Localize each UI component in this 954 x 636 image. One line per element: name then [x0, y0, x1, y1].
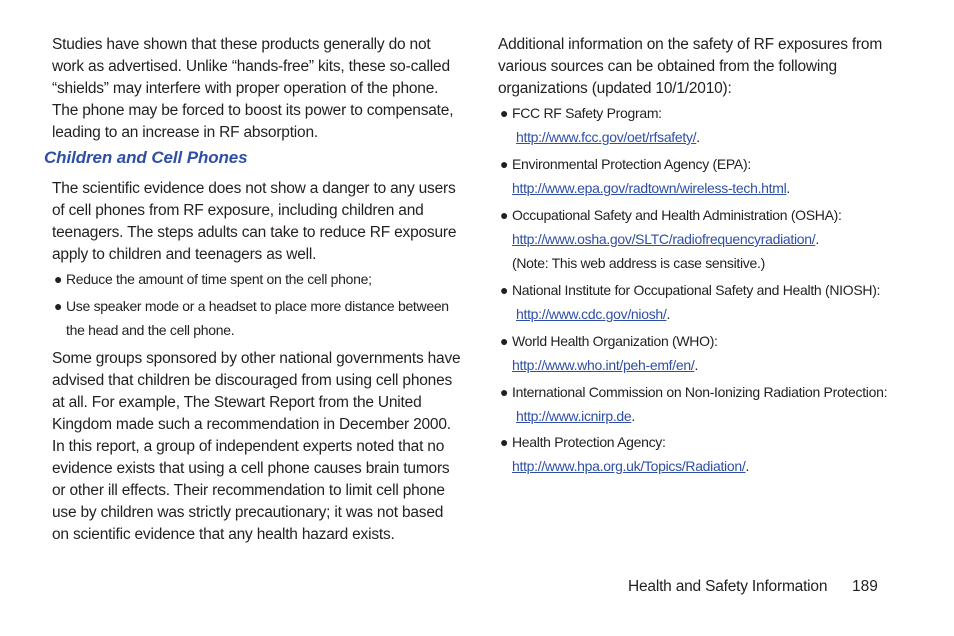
bullet-text: Reduce the amount of time spent on the cell phone; [66, 271, 372, 287]
left-para-2 [52, 178, 462, 266]
text-line: The phone may be forced to boost its power to compensate, [52, 102, 454, 119]
text-line: work as advertised. Unlike “hands-free” kits, these so-called [52, 58, 450, 75]
bullet-icon: ● [500, 434, 509, 450]
resource-label: World Health Organization (WHO): [512, 333, 718, 349]
text-line: “shields” may interfere with proper operation of the phone. [52, 80, 439, 97]
bullet-icon: ● [500, 282, 509, 298]
text-line: various sources can be obtained from the following [498, 58, 837, 75]
bullet-icon: ● [54, 298, 63, 314]
text-line: Additional information on the safety of RF exposures from [498, 36, 883, 53]
text-line: of cell phones from RF exposure, including children and [52, 202, 424, 219]
text-line: apply to children and teenagers as well. [52, 246, 317, 263]
text-line: on scientific evidence that any health hazard exists. [52, 526, 395, 543]
text-line: leading to an increase in RF absorption. [52, 124, 318, 141]
text-line: advised that children be discouraged from using cell phones [52, 372, 453, 389]
page-number: 189 [852, 578, 878, 595]
section-heading: Children and Cell Phones [44, 148, 248, 167]
resource-item-fcc: ● FCC RF Safety Program: http://www.fcc.gov/oet/rfsafety/. [512, 101, 932, 149]
text-line: The scientific evidence does not show a danger to any users [52, 180, 456, 197]
resource-label: Occupational Safety and Health Administration (OSHA): [512, 207, 842, 223]
resource-item-icnirp: ● International Commission on Non-Ionizing Radiation Protection: http://www.icnirp.de. [512, 380, 932, 428]
bullet-text: Use speaker mode or a headset to place more distance between [66, 298, 449, 314]
epa-link[interactable]: http://www.epa.gov/radtown/wireless-tech.html [512, 180, 787, 196]
bullet-icon: ● [54, 271, 63, 287]
who-link[interactable]: http://www.who.int/peh-emf/en/ [512, 357, 695, 373]
text-line: Some groups sponsored by other national governments have [52, 350, 461, 367]
text-line: use by children was strictly precautionary; it was not based [52, 504, 444, 521]
resource-label: FCC RF Safety Program: [512, 105, 662, 121]
text-line: In this report, a group of independent experts noted that no [52, 438, 445, 455]
bullet-icon: ● [500, 156, 509, 172]
text-line: evidence exists that using a cell phone causes brain tumors [52, 460, 450, 477]
resource-item-hpa: ● Health Protection Agency: http://www.hpa.org.uk/Topics/Radiation/. [512, 430, 932, 478]
resource-item-epa: ● Environmental Protection Agency (EPA): http://www.epa.gov/radtown/wireless-tech.html. [512, 152, 932, 200]
resource-label: International Commission on Non-Ionizing Radiation Protection: [512, 384, 888, 400]
left-para-1 [52, 34, 462, 144]
resource-item-who: ● World Health Organization (WHO): http://www.who.int/peh-emf/en/. [512, 329, 932, 377]
text-line: at all. For example, The Stewart Report from the United [52, 394, 422, 411]
resource-label: National Institute for Occupational Safety and Health (NIOSH): [512, 282, 881, 298]
fcc-link[interactable]: http://www.fcc.gov/oet/rfsafety/ [516, 129, 697, 145]
right-intro [498, 34, 918, 100]
bullet-item [54, 294, 466, 342]
text-line: organizations (updated 10/1/2010): [498, 80, 732, 97]
text-line: Studies have shown that these products generally do not [52, 36, 431, 53]
resource-item-niosh: ● National Institute for Occupational Safety and Health (NIOSH): http://www.cdc.gov/niosh/. [512, 278, 932, 326]
bullet-icon: ● [500, 105, 509, 121]
bullet-icon: ● [500, 333, 509, 349]
bullet-icon: ● [500, 384, 509, 400]
hpa-link[interactable]: http://www.hpa.org.uk/Topics/Radiation/ [512, 458, 746, 474]
bullet-item [54, 267, 466, 291]
left-para-3 [52, 348, 462, 546]
text-line: Kingdom made such a recommendation in December 2000. [52, 416, 451, 433]
bullet-text: the head and the cell phone. [66, 322, 235, 338]
osha-note: (Note: This web address is case sensitive.) [512, 255, 765, 271]
text-line: or other ill effects. Their recommendation to limit cell phone [52, 482, 445, 499]
text-line: teenagers. The steps adults can take to reduce RF exposure [52, 224, 457, 241]
resource-item-osha: ● Occupational Safety and Health Administration (OSHA): http://www.osha.gov/SLTC/radiofrequencyradiation/. (Note: This web address is case sensitive.) [512, 203, 932, 275]
osha-link[interactable]: http://www.osha.gov/SLTC/radiofrequencyradiation/ [512, 231, 816, 247]
icnirp-link[interactable]: http://www.icnirp.de [516, 408, 632, 424]
resource-label: Health Protection Agency: [512, 434, 666, 450]
footer-section-title: Health and Safety Information [628, 578, 828, 595]
niosh-link[interactable]: http://www.cdc.gov/niosh/ [516, 306, 667, 322]
resource-label: Environmental Protection Agency (EPA): [512, 156, 751, 172]
bullet-icon: ● [500, 207, 509, 223]
